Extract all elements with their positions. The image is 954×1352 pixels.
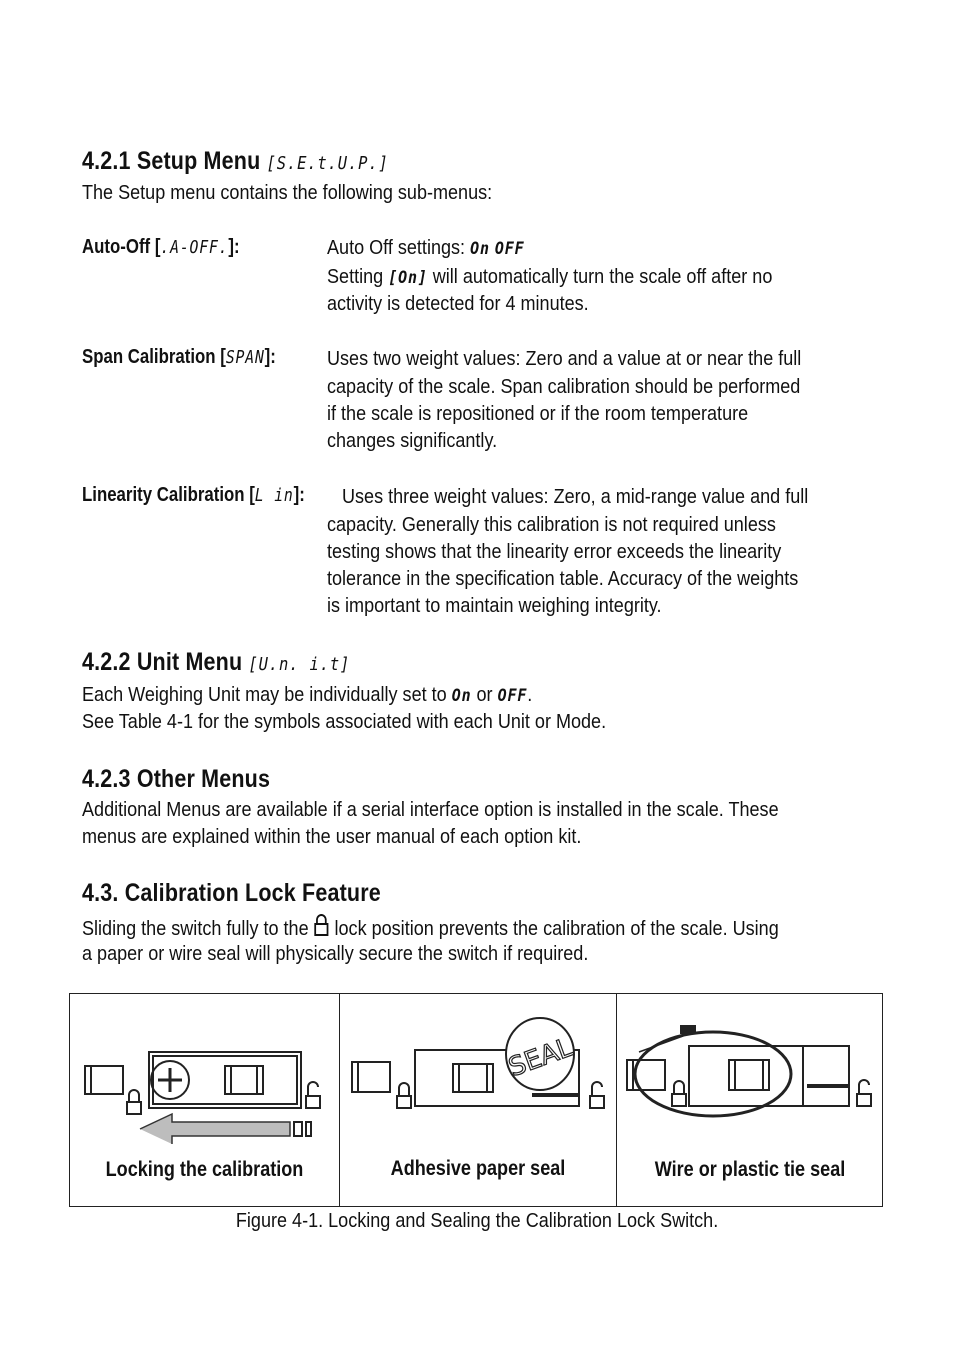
linearity-label-end: ]: [293, 483, 305, 506]
setup-intro: The Setup menu contains the following sub-menus: [82, 181, 493, 204]
padlock-icon [314, 913, 330, 937]
unit-heading [82, 648, 350, 677]
seal-label: SEAL [504, 1032, 577, 1084]
lock-line1 [82, 913, 779, 942]
locking-switch-illustration [70, 994, 338, 1144]
linearity-line: capacity. Generally this calibration is not required unless [327, 513, 776, 536]
linearity-line: testing shows that the linearity error exceeds the linearity [327, 540, 782, 563]
span-line: if the scale is repositioned or if the room temperature [327, 402, 749, 425]
lock-line2: a paper or wire seal will physically secure the switch if required. [82, 942, 589, 965]
wire-seal-illustration [617, 994, 881, 1144]
figure-caption-locking: Locking the calibration [105, 1158, 304, 1181]
unit-line1a: Each Weighing Unit may be individually set to [82, 683, 447, 706]
auto-off-line1 [327, 234, 525, 263]
span-line: changes significantly. [327, 429, 498, 452]
auto-off-line1-text: Auto Off settings: [327, 236, 466, 259]
linearity-code: L in [254, 485, 294, 506]
auto-off-on-code: [On] [388, 268, 428, 288]
span-line: capacity of the scale. Span calibration should be performed [327, 375, 801, 398]
span-code: SPAN [225, 347, 265, 368]
auto-off-off-option: OFF [494, 239, 525, 259]
lock-line1a: Sliding the switch fully to the [82, 917, 309, 940]
figure-caption-paper-seal: Adhesive paper seal [390, 1157, 566, 1180]
setup-heading [82, 147, 389, 176]
figure-box [69, 993, 883, 1207]
other-line2: menus are explained within the user manual of each option kit. [82, 825, 582, 848]
setup-heading-text: 4.2.1 Setup Menu [82, 147, 261, 175]
auto-off-line3: activity is detected for 4 minutes. [327, 292, 589, 315]
figure-caption-wire-seal: Wire or plastic tie seal [654, 1158, 846, 1181]
other-heading: 4.2.3 Other Menus [82, 765, 271, 793]
auto-off-label [82, 235, 240, 259]
figure-caption [0, 1209, 954, 1233]
span-label-text: Span Calibration [ [82, 345, 226, 368]
paper-seal-illustration [340, 994, 615, 1144]
span-line: Uses two weight values: Zero and a value at or near the full [327, 347, 802, 370]
lock-heading: 4.3. Calibration Lock Feature [82, 879, 381, 907]
unit-line1b: or [476, 683, 493, 706]
unit-on-option: On [451, 686, 472, 706]
span-label-end: ]: [264, 345, 276, 368]
linearity-label-text: Linearity Calibration [ [82, 483, 255, 506]
unit-off-option: OFF [497, 686, 528, 706]
linearity-line: tolerance in the specification table. Accuracy of the weights [327, 567, 799, 590]
other-line1: Additional Menus are available if a serial interface option is installed in the scale. These [82, 798, 779, 821]
auto-off-on-option: On [470, 239, 490, 259]
unit-heading-text: 4.2.2 Unit Menu [82, 648, 243, 676]
auto-off-code: .A-OFF. [160, 237, 229, 258]
figure-caption-text: Figure 4-1. Locking and Sealing the Calibration Lock Switch. [235, 1209, 719, 1232]
linearity-label [82, 483, 305, 507]
auto-off-label-text: Auto-Off [ [82, 235, 161, 258]
setup-code: [S.E.t.U.P.] [266, 153, 389, 174]
auto-off-label-end: ]: [228, 235, 240, 258]
figure-panel-wire-seal [617, 994, 883, 1206]
auto-off-line2 [327, 263, 772, 292]
unit-line1c: . [527, 683, 533, 706]
unit-line2: See Table 4-1 for the symbols associated with each Unit or Mode. [82, 710, 607, 733]
auto-off-line2a: Setting [327, 265, 384, 288]
linearity-line: is important to maintain weighing integrity. [327, 594, 662, 617]
unit-line1 [82, 681, 532, 710]
auto-off-line2b: will automatically turn the scale off after no [432, 265, 773, 288]
span-label [82, 345, 276, 369]
lock-line1b: lock position prevents the calibration of the scale. Using [334, 917, 779, 940]
linearity-first-line: Uses three weight values: Zero, a mid-range value and full [342, 485, 809, 508]
figure-panel-locking [70, 994, 340, 1206]
figure-panel-paper-seal [340, 994, 617, 1206]
unit-code: [U.n. i.t] [248, 654, 351, 675]
